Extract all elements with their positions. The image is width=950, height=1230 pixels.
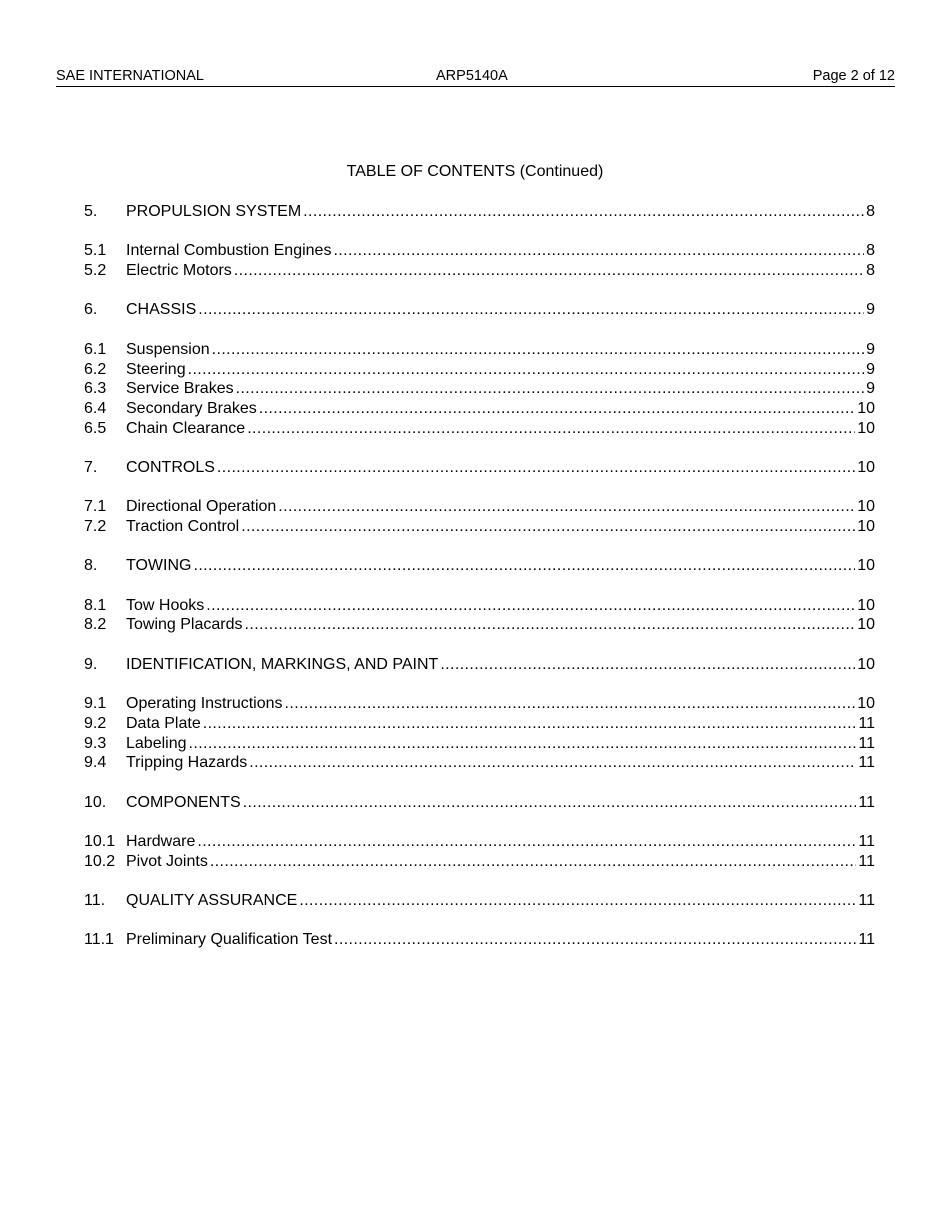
toc-leader-dots — [333, 241, 864, 261]
toc-entry-number: 8.2 — [84, 616, 107, 634]
toc-entry-page: 11 — [858, 833, 875, 850]
toc-entry-title: Data Plate — [126, 714, 201, 732]
toc-entry-6-3[interactable] — [84, 379, 875, 399]
toc-entry-number: 6.3 — [84, 380, 107, 398]
toc-entry-number: 5.1 — [84, 242, 107, 260]
toc-entry-page: 10 — [857, 557, 875, 575]
toc-entry-page: 11 — [858, 852, 875, 870]
toc-entry-7-2[interactable] — [84, 517, 875, 537]
toc-entry-number: 5. — [84, 203, 98, 220]
toc-entry-page: 10 — [857, 695, 875, 713]
toc-leader-dots — [243, 793, 857, 813]
toc-entry-number: 9. — [84, 655, 98, 673]
header-page-number: Page 2 of 12 — [812, 68, 895, 84]
toc-entry-number: 7.2 — [84, 518, 107, 535]
toc-leader-dots — [188, 360, 865, 380]
toc-leader-dots — [210, 852, 857, 872]
toc-entry-9-3[interactable] — [84, 734, 875, 754]
toc-entry-page: 10 — [857, 399, 875, 417]
toc-entry-number: 11.1 — [84, 931, 114, 949]
toc-entry-9-1[interactable] — [84, 694, 875, 714]
toc-entry-page: 10 — [857, 518, 875, 535]
header-organization: SAE INTERNATIONAL — [56, 68, 204, 84]
toc-entry-page: 9 — [866, 340, 875, 358]
toc-leader-dots — [334, 930, 856, 950]
toc-entry-6-1[interactable] — [84, 340, 875, 360]
toc-entry-title: Service Brakes — [126, 380, 234, 398]
toc-leader-dots — [440, 655, 855, 675]
toc-leader-dots — [241, 517, 855, 537]
toc-entry-number: 9.4 — [84, 754, 107, 772]
page-header — [56, 66, 895, 87]
toc-leader-dots — [247, 419, 855, 439]
toc-entry-9-2[interactable] — [84, 714, 875, 734]
toc-leader-dots — [278, 497, 855, 517]
toc-entry-title: Operating Instructions — [126, 695, 283, 713]
toc-entry-number: 5.2 — [84, 262, 107, 280]
toc-leader-dots — [198, 300, 864, 320]
toc-entry-number: 6.4 — [84, 399, 107, 417]
toc-entry-page: 10 — [857, 596, 875, 614]
toc-leader-dots — [259, 399, 855, 419]
toc-entry-title: Towing Placards — [126, 616, 243, 634]
toc-leader-dots — [197, 832, 856, 852]
toc-entry-title: Secondary Brakes — [126, 399, 257, 417]
toc-entry-number: 9.1 — [84, 695, 107, 713]
toc-entry-title: Electric Motors — [126, 262, 232, 280]
toc-entry-number: 8.1 — [84, 596, 107, 614]
toc-entry-title: CHASSIS — [126, 301, 197, 319]
toc-entry-page: 8 — [866, 203, 875, 220]
toc-entry-number: 10.1 — [84, 833, 116, 850]
toc-leader-dots — [236, 379, 865, 399]
toc-entry-10-2[interactable] — [84, 852, 875, 872]
toc-entry-page: 10 — [857, 655, 875, 673]
toc-leader-dots — [299, 891, 856, 911]
table-of-contents — [84, 202, 875, 950]
toc-entry-8-1[interactable] — [84, 596, 875, 616]
toc-leader-dots — [303, 202, 864, 222]
toc-entry-number: 6.1 — [84, 340, 107, 358]
toc-leader-dots — [189, 734, 857, 754]
toc-leader-dots — [193, 556, 855, 576]
toc-entry-7[interactable] — [84, 458, 875, 478]
toc-leader-dots — [212, 340, 864, 360]
toc-entry-page: 10 — [857, 616, 875, 634]
toc-entry-title: Pivot Joints — [126, 852, 208, 870]
toc-entry-title: Directional Operation — [126, 498, 277, 516]
toc-entry-6[interactable] — [84, 300, 875, 320]
toc-entry-8[interactable] — [84, 556, 875, 576]
toc-entry-title: Labeling — [126, 734, 187, 752]
toc-entry-6-5[interactable] — [84, 419, 875, 439]
toc-entry-number: 9.3 — [84, 734, 107, 752]
toc-entry-title: Suspension — [126, 340, 210, 358]
toc-entry-number: 7. — [84, 458, 98, 476]
toc-entry-number: 6.2 — [84, 360, 107, 378]
toc-entry-title: Traction Control — [126, 518, 240, 535]
toc-entry-page: 10 — [857, 498, 875, 516]
toc-entry-title: Preliminary Qualification Test — [126, 931, 333, 949]
toc-entry-page: 11 — [858, 793, 875, 811]
toc-entry-number: 10.2 — [84, 852, 116, 870]
toc-entry-number: 6.5 — [84, 419, 107, 437]
toc-entry-page: 8 — [866, 242, 875, 260]
toc-entry-title: QUALITY ASSURANCE — [126, 892, 298, 910]
toc-entry-page: 11 — [858, 931, 875, 949]
toc-entry-number: 6. — [84, 301, 98, 319]
toc-entry-page: 9 — [866, 380, 875, 398]
toc-entry-page: 10 — [857, 458, 875, 476]
toc-entry-title: TOWING — [126, 557, 192, 575]
toc-entry-number: 10. — [84, 793, 107, 811]
toc-entry-number: 8. — [84, 557, 98, 575]
toc-entry-9-4[interactable] — [84, 753, 875, 773]
toc-leader-dots — [249, 753, 856, 773]
toc-leader-dots — [285, 694, 856, 714]
toc-entry-6-2[interactable] — [84, 360, 875, 380]
toc-entry-5-1[interactable] — [84, 241, 875, 261]
toc-entry-page: 8 — [866, 262, 875, 280]
toc-entry-title: Chain Clearance — [126, 419, 246, 437]
toc-leader-dots — [245, 615, 856, 635]
toc-leader-dots — [217, 458, 855, 478]
toc-entry-number: 9.2 — [84, 714, 107, 732]
toc-entry-page: 11 — [858, 754, 875, 772]
toc-entry-9[interactable] — [84, 655, 875, 675]
toc-entry-page: 11 — [858, 734, 875, 752]
toc-entry-title: Tow Hooks — [126, 596, 205, 614]
toc-entry-6-4[interactable] — [84, 399, 875, 419]
toc-entry-title: Hardware — [126, 833, 196, 850]
toc-entry-11-1[interactable] — [84, 930, 875, 950]
toc-entry-5-2[interactable] — [84, 261, 875, 281]
toc-entry-10[interactable] — [84, 793, 875, 813]
toc-entry-10-1[interactable] — [84, 832, 875, 852]
toc-leader-dots — [234, 261, 864, 281]
toc-entry-number: 7.1 — [84, 498, 107, 516]
toc-entry-page: 11 — [858, 714, 875, 732]
header-document-number: ARP5140A — [436, 68, 508, 84]
toc-entry-5[interactable] — [84, 202, 875, 222]
toc-entry-page: 9 — [866, 360, 875, 378]
toc-leader-dots — [206, 596, 855, 616]
toc-entry-8-2[interactable] — [84, 615, 875, 635]
toc-entry-title: Steering — [126, 360, 186, 378]
toc-entry-page: 11 — [858, 892, 875, 910]
toc-entry-page: 9 — [866, 301, 875, 319]
toc-entry-title: PROPULSION SYSTEM — [126, 203, 302, 220]
toc-title: TABLE OF CONTENTS (Continued) — [346, 163, 604, 180]
toc-leader-dots — [203, 714, 857, 734]
toc-entry-11[interactable] — [84, 891, 875, 911]
toc-entry-7-1[interactable] — [84, 497, 875, 517]
toc-entry-title: Internal Combustion Engines — [126, 242, 332, 260]
toc-entry-page: 10 — [857, 419, 875, 437]
toc-entry-number: 11. — [84, 892, 106, 910]
toc-entry-title: IDENTIFICATION, MARKINGS, AND PAINT — [126, 655, 439, 673]
toc-entry-title: Tripping Hazards — [126, 754, 248, 772]
toc-entry-title: COMPONENTS — [126, 793, 241, 811]
toc-entry-title: CONTROLS — [126, 458, 215, 476]
